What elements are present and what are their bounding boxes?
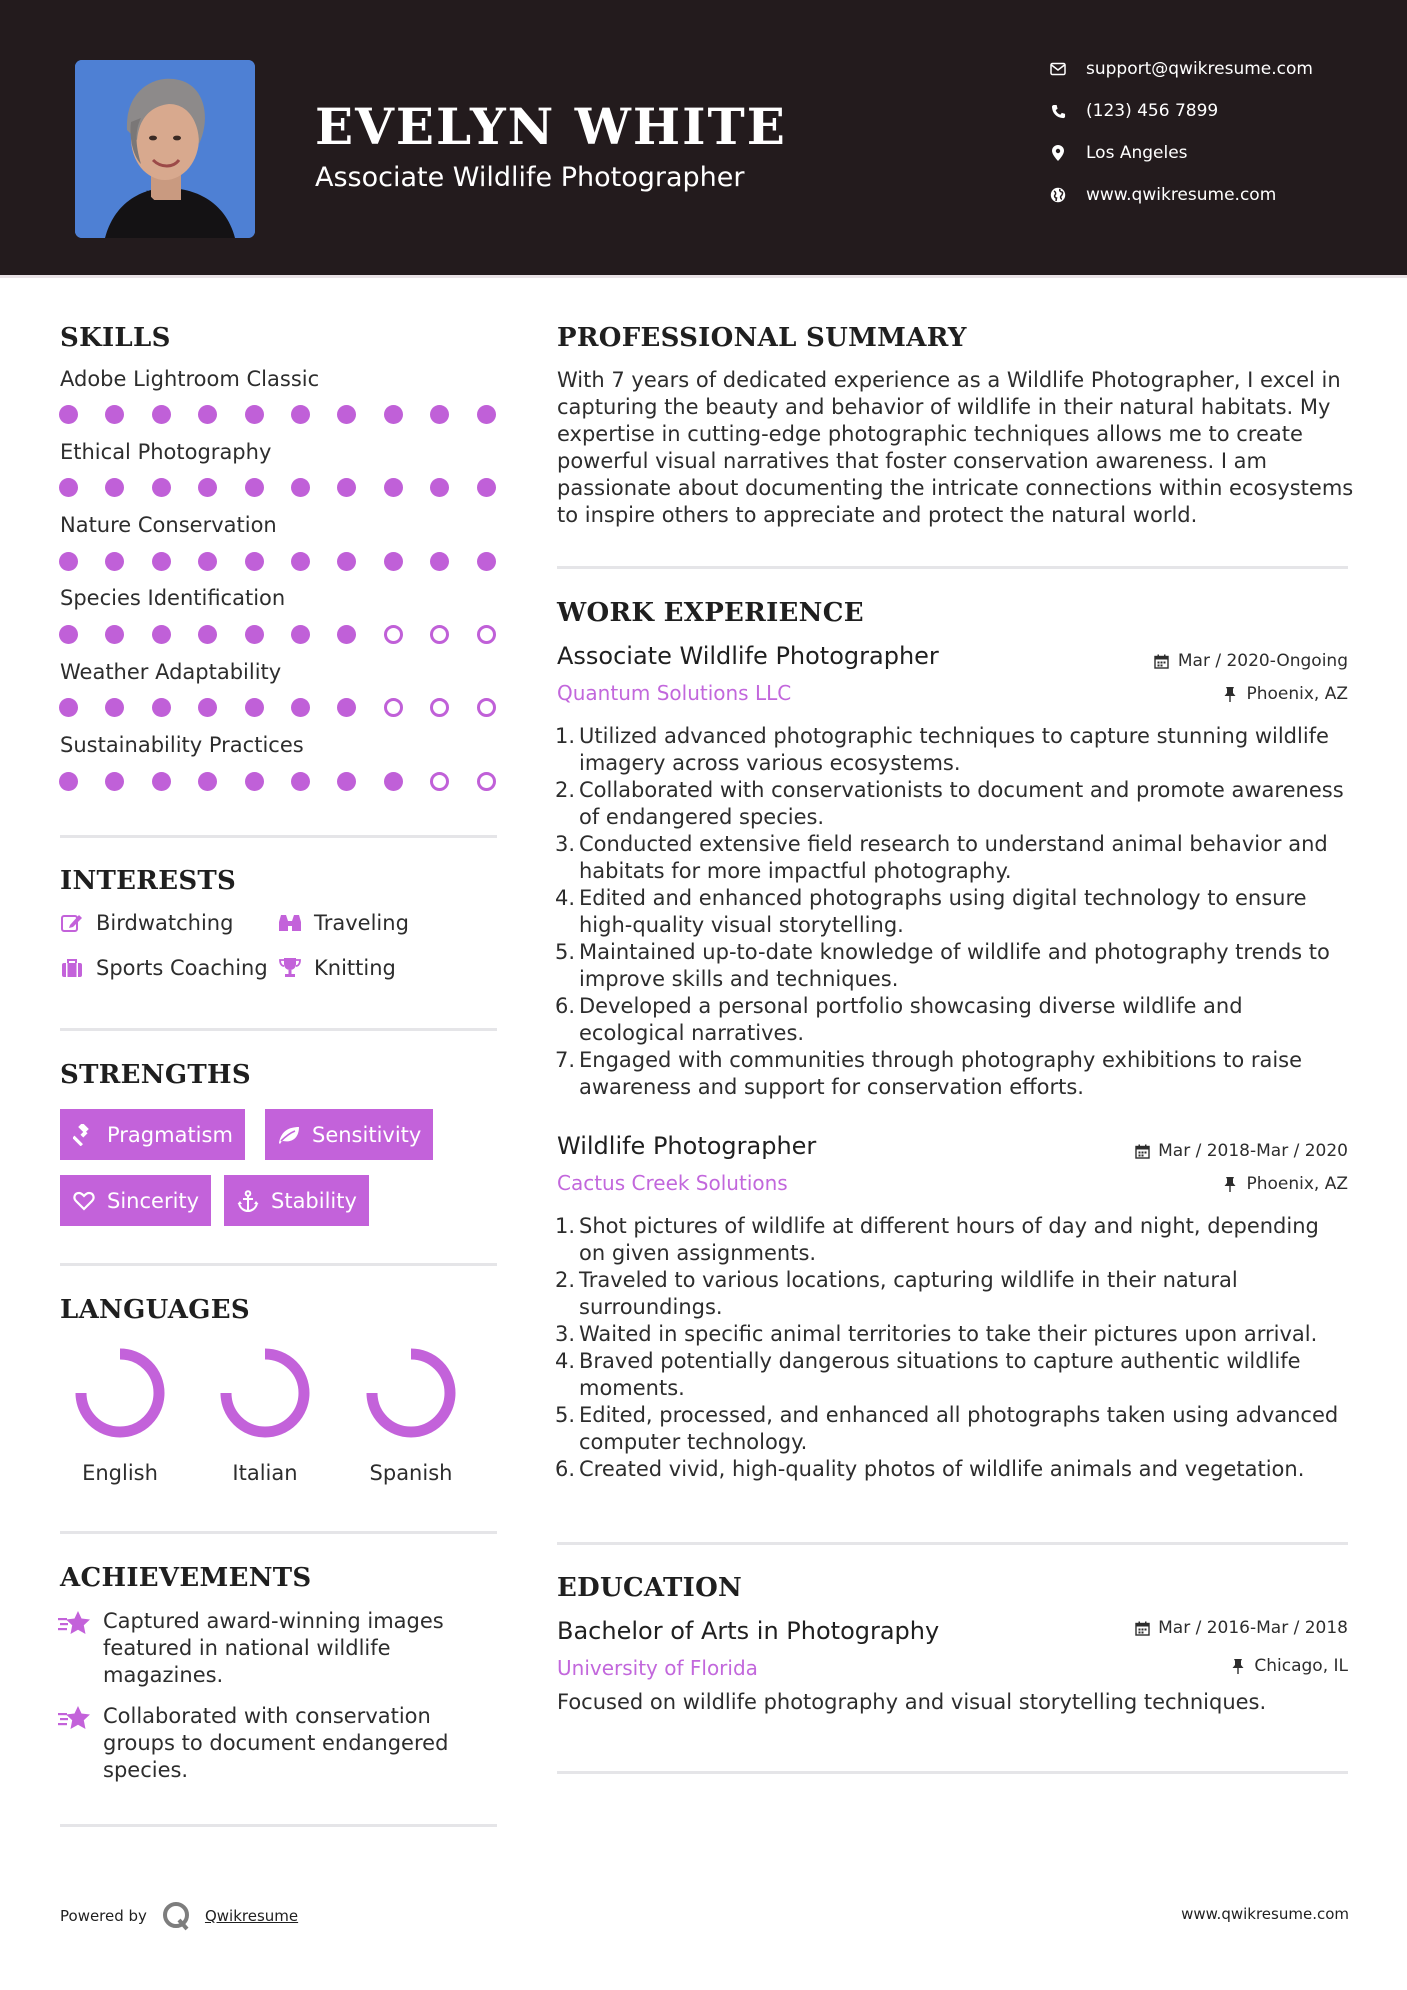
skill-dot-filled [337, 625, 356, 644]
heart-icon [72, 1189, 96, 1213]
star-icon [58, 1705, 92, 1731]
skill-dot-filled [152, 698, 171, 717]
job-responsibilities [551, 723, 1351, 1101]
skill-dot-filled [198, 552, 217, 571]
skill-rating [59, 405, 499, 425]
skill-dot-filled [198, 625, 217, 644]
section-divider [60, 1028, 497, 1031]
interest-item [60, 956, 268, 980]
qwikresume-logo-icon [161, 1900, 193, 1932]
skill-dot-filled [59, 698, 78, 717]
job-dates [1154, 651, 1348, 671]
section-divider [557, 566, 1348, 569]
skill-dot-filled [59, 772, 78, 791]
bullet-text: Collaborated with conservationists to document and promote awareness of endangered species. [579, 778, 1344, 829]
skill-dot-empty [430, 698, 449, 717]
bullet-text: Maintained up-to-date knowledge of wildlife and photography trends to improve skills and techniques. [579, 940, 1330, 991]
strength-label: Stability [271, 1188, 357, 1213]
skill-dot-filled [477, 552, 496, 571]
skill-dot-empty [384, 698, 403, 717]
language-label: Italian [232, 1461, 298, 1485]
profile-photo [75, 60, 255, 238]
strength-label: Sensitivity [312, 1122, 422, 1147]
summary-heading: PROFESSIONAL SUMMARY [557, 323, 967, 353]
skill-dot-filled [245, 625, 264, 644]
skill-dot-filled [198, 405, 217, 424]
bullet-text: Created vivid, high-quality photos of wildlife animals and vegetation. [579, 1457, 1305, 1481]
section-divider [60, 1263, 497, 1266]
skill-dot-filled [59, 405, 78, 424]
envelope-icon [1049, 60, 1067, 78]
skill-dot-filled [337, 772, 356, 791]
job-title: Associate Wildlife Photographer [557, 642, 939, 670]
skill-dot-filled [198, 772, 217, 791]
contact-website-text: www.qwikresume.com [1086, 185, 1277, 205]
language-label: English [82, 1461, 158, 1485]
list-item: 6. Created vivid, high-quality photos of wildlife animals and vegetation. [554, 1457, 1305, 1481]
list-item: 5. Edited, processed, and enhanced all photographs taken using advanced computer technology. [551, 1402, 1351, 1456]
language-level-arc [226, 1354, 304, 1432]
bullet-text: Shot pictures of wildlife at different hours of day and night, depending on given assignments. [579, 1214, 1319, 1265]
degree-title: Bachelor of Arts in Photography [557, 1617, 940, 1645]
pushpin-icon [1222, 1176, 1238, 1192]
skill-name: Species Identification [60, 586, 286, 610]
skill-dot-filled [291, 405, 310, 424]
achievements-heading: ACHIEVEMENTS [60, 1563, 312, 1593]
achievement-text: Collaborated with conservation groups to document endangered species. [103, 1704, 449, 1782]
skill-dot-filled [245, 405, 264, 424]
job-location-text: Phoenix, AZ [1246, 1174, 1348, 1194]
company-name: Cactus Creek Solutions [557, 1171, 788, 1195]
skill-name: Ethical Photography [60, 440, 272, 464]
strength-label: Pragmatism [107, 1122, 233, 1147]
language-gauge [74, 1347, 166, 1439]
list-item: 5. Maintained up-to-date knowledge of wildlife and photography trends to improve skills and techniques. [551, 939, 1351, 993]
skill-name: Nature Conservation [60, 513, 277, 537]
education-dates [1134, 1618, 1348, 1638]
language-label: Spanish [369, 1461, 453, 1485]
gavel-icon [72, 1123, 96, 1147]
skill-dot-filled [337, 478, 356, 497]
skill-dot-filled [152, 552, 171, 571]
bullet-text: Edited, processed, and enhanced all photographs taken using advanced computer technology. [579, 1403, 1339, 1454]
contact-email[interactable] [1049, 57, 1313, 81]
skill-rating [59, 698, 499, 718]
bullet-text: Braved potentially dangerous situations to capture authentic wildlife moments. [579, 1349, 1301, 1400]
skill-dot-filled [291, 772, 310, 791]
skill-dot-filled [337, 698, 356, 717]
language-gauge [365, 1347, 457, 1439]
skill-dot-filled [384, 478, 403, 497]
skill-dot-filled [430, 478, 449, 497]
skill-dot-empty [477, 772, 496, 791]
skill-name: Weather Adaptability [60, 660, 282, 684]
bullet-text: Developed a personal portfolio showcasing diverse wildlife and ecological narratives. [579, 994, 1243, 1045]
list-item: 3. Waited in specific animal territories to take their pictures upon arrival. [554, 1322, 1318, 1346]
skill-dot-filled [337, 552, 356, 571]
contact-location [1049, 141, 1188, 165]
skill-dot-filled [105, 552, 124, 571]
education-description: Focused on wildlife photography and visual storytelling techniques. [557, 1690, 1267, 1714]
bullet-text: Utilized advanced photographic techniques to capture stunning wildlife imagery across various ecosystems. [579, 724, 1329, 775]
skill-dot-filled [477, 405, 496, 424]
interest-label: Traveling [314, 911, 409, 935]
skill-dot-filled [477, 478, 496, 497]
skill-dot-filled [105, 772, 124, 791]
contact-phone-text: (123) 456 7899 [1086, 101, 1219, 121]
language-item [205, 1347, 325, 1485]
skill-dot-filled [291, 552, 310, 571]
job-dates-text: Mar / 2020-Ongoing [1177, 651, 1348, 671]
job-responsibilities [551, 1213, 1351, 1483]
trophy-icon [278, 956, 302, 980]
skill-dot-filled [105, 478, 124, 497]
bullet-text: Conducted extensive field research to understand animal behavior and habitats for more impactful photography. [579, 832, 1328, 883]
pushpin-icon [1222, 686, 1238, 702]
education-dates-text: Mar / 2016-Mar / 2018 [1158, 1618, 1348, 1638]
skill-dot-filled [384, 552, 403, 571]
skill-dot-filled [105, 698, 124, 717]
strength-tag [265, 1109, 433, 1160]
skill-dot-empty [430, 625, 449, 644]
strength-label: Sincerity [107, 1188, 200, 1213]
achievement-item [58, 1608, 478, 1689]
list-item: 1. Utilized advanced photographic techniques to capture stunning wildlife imagery across various ecosystems. [551, 723, 1351, 777]
bullet-text: Waited in specific animal territories to take their pictures upon arrival. [579, 1322, 1318, 1346]
bullet-text: Traveled to various locations, capturing wildlife in their natural surroundings. [579, 1268, 1238, 1319]
star-icon [58, 1610, 92, 1636]
skill-dot-filled [59, 478, 78, 497]
list-item: 1. Shot pictures of wildlife at different hours of day and night, depending on given assignments. [551, 1213, 1351, 1267]
section-divider [60, 1824, 497, 1827]
pushpin-icon [1230, 1658, 1246, 1674]
calendar-icon [1134, 1143, 1150, 1159]
job-location [1222, 684, 1348, 704]
list-item: 4. Edited and enhanced photographs using digital technology to ensure high-quality visual storytelling. [551, 885, 1351, 939]
skill-dot-empty [430, 772, 449, 791]
skills-heading: SKILLS [60, 323, 171, 353]
languages-heading: LANGUAGES [60, 1295, 250, 1325]
bullet-text: Edited and enhanced photographs using digital technology to ensure high-quality visual storytelling. [579, 886, 1307, 937]
skill-dot-empty [477, 698, 496, 717]
interest-item [278, 911, 409, 935]
skill-dot-filled [430, 552, 449, 571]
calendar-icon [1154, 653, 1170, 669]
skill-dot-filled [291, 698, 310, 717]
skill-dot-filled [245, 772, 264, 791]
section-divider [60, 1531, 497, 1534]
skill-dot-filled [384, 405, 403, 424]
strengths-heading: STRENGTHS [60, 1060, 251, 1090]
skill-dot-empty [477, 625, 496, 644]
skill-dot-filled [198, 478, 217, 497]
skill-rating [59, 552, 499, 572]
interests-heading: INTERESTS [60, 866, 237, 896]
language-item [60, 1347, 180, 1485]
contact-location-text: Los Angeles [1086, 143, 1188, 163]
skill-rating [59, 772, 499, 792]
candidate-name: EVELYN WHITE [315, 97, 787, 156]
summary-text: With 7 years of dedicated experience as a Wildlife Photographer, I excel in capturing the beauty and behavior of wildlife in their natural habitats. My expertise in cutting-edge photographic techniques allows me to create powerful visual narratives that foster conservation awareness. I am passionate about documenting the intricate connections within ecosystems to inspire others to appreciate and protect the natural world. [557, 368, 1354, 527]
edit-icon [60, 911, 84, 935]
briefcase-icon [60, 956, 84, 980]
interest-label: Sports Coaching [96, 956, 268, 980]
skill-dot-filled [291, 625, 310, 644]
qwikresume-link[interactable]: Qwikresume [204, 1907, 299, 1925]
education-location-text: Chicago, IL [1254, 1656, 1348, 1676]
skill-dot-filled [152, 405, 171, 424]
interest-label: Birdwatching [96, 911, 234, 935]
list-item: 7. Engaged with communities through photography exhibitions to raise awareness and support for conservation efforts. [551, 1047, 1351, 1101]
contact-website[interactable] [1049, 183, 1276, 207]
skill-rating [59, 478, 499, 498]
phone-icon [1049, 102, 1067, 120]
skill-dot-filled [152, 478, 171, 497]
skill-dot-filled [105, 625, 124, 644]
skill-name: Sustainability Practices [60, 733, 304, 757]
strength-tag [60, 1109, 245, 1160]
footer-url[interactable]: www.qwikresume.com [1181, 1905, 1349, 1923]
skill-dot-filled [198, 698, 217, 717]
section-divider [557, 1771, 1348, 1774]
skill-dot-filled [291, 478, 310, 497]
job-dates-text: Mar / 2018-Mar / 2020 [1158, 1141, 1348, 1161]
school-name: University of Florida [557, 1656, 758, 1680]
interest-item [278, 956, 396, 980]
bullet-text: Engaged with communities through photography exhibitions to raise awareness and support for conservation efforts. [579, 1048, 1303, 1099]
calendar-icon [1134, 1620, 1150, 1636]
skill-dot-empty [384, 625, 403, 644]
skill-dot-filled [152, 772, 171, 791]
header-banner [0, 0, 1407, 275]
language-level-arc [372, 1354, 450, 1432]
location-pin-icon [1049, 144, 1067, 162]
skill-dot-filled [59, 552, 78, 571]
section-divider [60, 835, 497, 838]
leaf-icon [277, 1123, 301, 1147]
language-level-arc [81, 1354, 159, 1432]
list-item: 6. Developed a personal portfolio showcasing diverse wildlife and ecological narratives. [551, 993, 1351, 1047]
skill-rating [59, 625, 499, 645]
skill-dot-filled [152, 625, 171, 644]
achievement-item [58, 1703, 478, 1784]
job-title: Wildlife Photographer [557, 1132, 817, 1160]
skill-dot-filled [337, 405, 356, 424]
interest-label: Knitting [314, 956, 396, 980]
candidate-title: Associate Wildlife Photographer [315, 162, 745, 193]
contact-email-text: support@qwikresume.com [1086, 59, 1313, 79]
interest-item [60, 911, 233, 935]
company-name: Quantum Solutions LLC [557, 681, 792, 705]
globe-icon [1049, 186, 1067, 204]
powered-by-text: Powered by [60, 1907, 147, 1925]
list-item: 3. Conducted extensive field research to understand animal behavior and habitats for more impactful photography. [551, 831, 1351, 885]
footer-branding [60, 1900, 298, 1932]
strength-tag [60, 1175, 211, 1226]
contact-phone[interactable] [1049, 99, 1218, 123]
anchor-icon [236, 1189, 260, 1213]
skill-dot-filled [384, 772, 403, 791]
education-heading: EDUCATION [557, 1573, 743, 1603]
education-location [1230, 1656, 1348, 1676]
list-item: 2. Collaborated with conservationists to document and promote awareness of endangered species. [551, 777, 1351, 831]
achievement-text: Captured award-winning images featured in national wildlife magazines. [103, 1609, 444, 1687]
strength-tag [224, 1175, 369, 1226]
binoculars-icon [278, 911, 302, 935]
job-location-text: Phoenix, AZ [1246, 684, 1348, 704]
skill-dot-filled [430, 405, 449, 424]
skill-dot-filled [59, 625, 78, 644]
skill-dot-filled [245, 478, 264, 497]
skill-dot-filled [105, 405, 124, 424]
skill-dot-filled [245, 552, 264, 571]
skill-name: Adobe Lightroom Classic [60, 367, 320, 391]
section-divider [557, 1542, 1348, 1545]
language-item [351, 1347, 471, 1485]
job-dates [1134, 1141, 1348, 1161]
job-location [1222, 1174, 1348, 1194]
list-item: 4. Braved potentially dangerous situations to capture authentic wildlife moments. [551, 1348, 1351, 1402]
language-gauge [219, 1347, 311, 1439]
experience-heading: WORK EXPERIENCE [557, 598, 864, 628]
header-divider [0, 275, 1407, 278]
list-item: 2. Traveled to various locations, capturing wildlife in their natural surroundings. [551, 1267, 1351, 1321]
skill-dot-filled [245, 698, 264, 717]
